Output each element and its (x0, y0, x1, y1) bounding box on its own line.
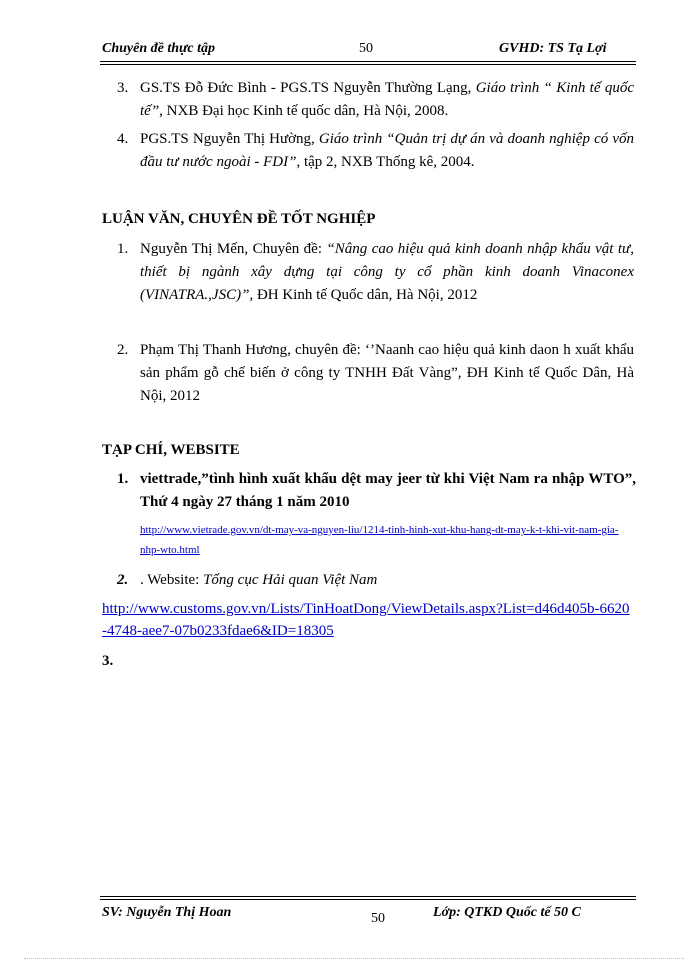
thesis-entry (140, 238, 634, 307)
reference-publisher: , tập 2, NXB Thống kê, 2004. (296, 154, 475, 170)
thesis-entry: Phạm Thị Thanh Hương, chuyên đề: ‘’Naanh cao hiệu quả kinh daon h xuất khẩu sản phẩm gỗ chế biến ở công ty TNHH Đất Vàng”, ĐH Kinh tế Quốc Dân, Hà Nội, 2012 (140, 342, 634, 404)
footer-page-number: 50 (371, 911, 385, 926)
reference-number: 4. (117, 131, 129, 147)
section-heading-theses: LUẬN VĂN, CHUYÊN ĐỀ TỐT NGHIỆP (102, 211, 376, 227)
reference-entry (140, 128, 634, 174)
journal-entry (140, 569, 634, 592)
journal-number: 3. (102, 653, 114, 669)
journal-number: 2. (117, 572, 129, 588)
journal-entry: viettrade,”tình hình xuất khẩu dệt may jeer từ khi Việt Nam ra nhập WTO”, Thứ 4 ngày 27 tháng 1 năm 2010 (140, 471, 636, 510)
header-advisor: GVHD: TS Tạ Lợi (499, 41, 607, 56)
reference-publisher: , NXB Đại học Kinh tế quốc dân, Hà Nội, 2008. (159, 103, 449, 119)
journal-title: Tổng cục Hải quan Việt Nam (203, 572, 378, 588)
footer-student: SV: Nguyễn Thị Hoan (102, 905, 232, 920)
journal-number: 1. (117, 471, 129, 487)
journal-prefix: . Website: (140, 572, 204, 588)
reference-entry (140, 77, 634, 123)
footer-class: Lớp: QTKD Quốc tế 50 C (433, 905, 581, 920)
reference-authors: GS.TS Đỗ Đức Bình - PGS.TS Nguyễn Thường Lạng, (140, 80, 476, 96)
footer-rule-double (100, 899, 636, 900)
journal-link[interactable]: http://www.vietrade.gov.vn/dt-may-va-nguyen-liu/1214-tinh-hinh-xut-khu-hang-dt-may-k-t-khi-vit-nam-gia-nhp-wto.html (140, 524, 619, 556)
thesis-number: 2. (117, 342, 129, 358)
thesis-title: “Nâng cao hiệu quả kinh doanh nhập khẩu vật tư, thiết bị ngành xây dựng tại công ty cổ phần kinh doanh Vinaconex (VINATRA.,JSC)” (140, 241, 634, 303)
header-subject: Chuyên đề thực tập (102, 41, 216, 56)
reference-number: 3. (117, 80, 129, 96)
reference-authors: PGS.TS Nguyễn Thị Hường, (140, 131, 319, 147)
reference-title: Giáo trình “Quản trị dự án và doanh nghiệp có vốn đầu tư nước ngoài - FDI” (140, 131, 634, 170)
page-edge-divider (24, 958, 684, 959)
thesis-number: 1. (117, 241, 129, 257)
header-rule (100, 61, 636, 62)
header-rule-double (100, 64, 636, 65)
header-page-number: 50 (359, 41, 373, 56)
section-heading-journals: TẠP CHÍ, WEBSITE (102, 442, 240, 458)
thesis-publisher: , ĐH Kinh tế Quốc dân, Hà Nội, 2012 (249, 287, 478, 303)
reference-title: Giáo trình “ Kinh tế quốc tế” (140, 80, 634, 119)
customs-link[interactable]: http://www.customs.gov.vn/Lists/TinHoatDong/ViewDetails.aspx?List=d46d405b-6620-4748-aee7-07b0233fdae6&ID=18305 (102, 601, 630, 639)
thesis-authors: Nguyễn Thị Mến, Chuyên đề: (140, 241, 327, 257)
footer-rule (100, 896, 636, 897)
